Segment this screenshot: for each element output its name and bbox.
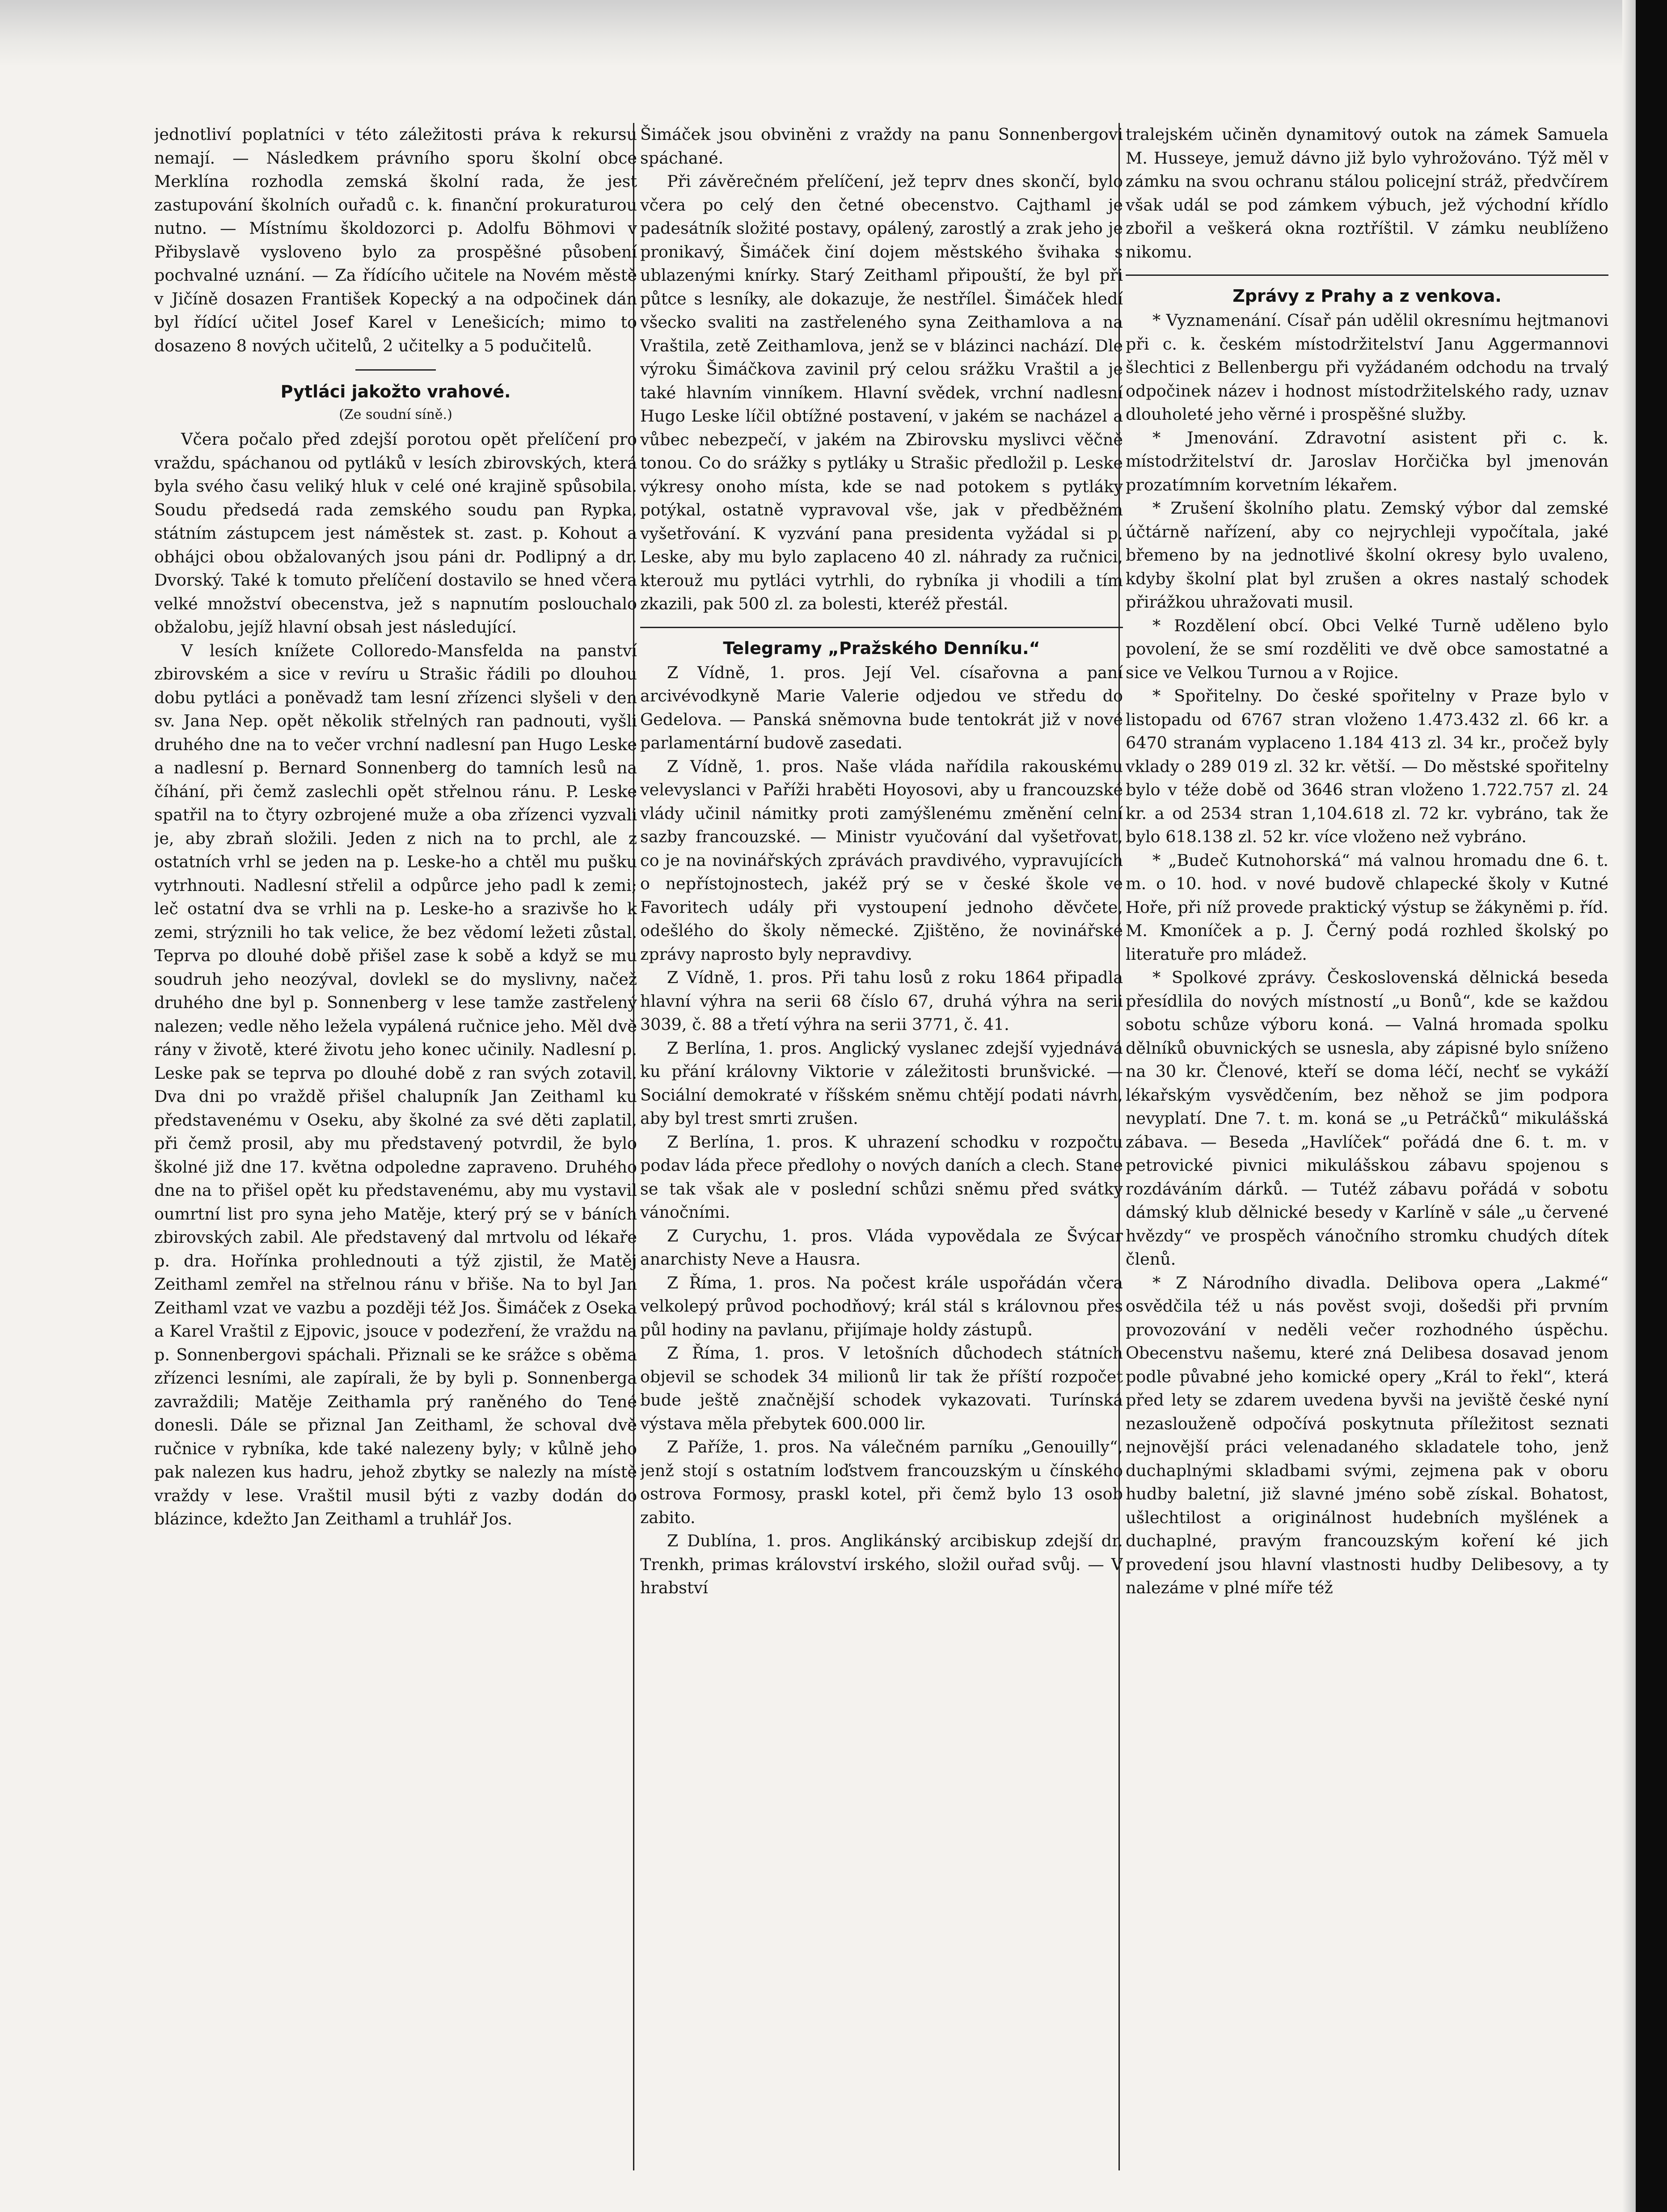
telegram-item: Z Berlína, 1. pros. Anglický vyslanec zdejší vyjednává ku přání královny Viktorie v záležitosti brunšvické. — Sociální demokraté v říšském sněmu chtějí podati návrh, aby byl trest smrti zrušen. (640, 1038, 1123, 1128)
telegram-item: Z Vídně, 1. pros. Její Vel. císařovna a paní arcivévodkyně Marie Valerie odjedou ve středu do Gedelova. — Panská sněmovna bude tentokrát již v nové parlamentární budově zasedati. (640, 663, 1123, 752)
telegram-item: Z Říma, 1. pros. V letošních důchodech státních objevil se schodek 34 milionů lir tak že příští rozpočet bude ještě značnější schodek vykazovati. Turínská výstava měla přebytek 600.000 lir. (640, 1343, 1123, 1433)
scan-top-edge (0, 0, 1667, 67)
news-item: * Vyznamenání. Císař pán udělil okresnímu hejtmanovi při c. k. českém místodržitelství Janu Aggermannovi šlechtici z Bellenbergu při vyžádaném odchodu na trvalý odpočinek název i hodnost místodržitelského rady, uznav dlouholeté jeho věrné i prospěšné služby. (1126, 311, 1608, 424)
article-paragraph: Včera počalo před zdejší porotou opět přelíčení pro vraždu, spáchanou od pytláků v lesích zbirovských, která byla svého času veliký hluk v celé oné krajině spůsobila. Soudu předsedá rada zemského soudu pan Rypka, státním zástupcem jest náměstek st. zast. p. Kohout a obhájci obou obžalovaných jsou páni dr. Podlipný a dr. Dvorský. Také k tomuto přelíčení dostavilo se hned včera velké množství obecenstva, jež s napnutím poslouchalo obžalobu, jejíž hlavní obsah jest následující. (154, 430, 637, 637)
article-subtitle: (Ze soudní síně.) (339, 407, 452, 422)
article-continuation: Šimáček jsou obviněni z vraždy na panu Sonnenbergovi spáchané. (640, 125, 1123, 168)
telegram-item: Z Dublína, 1. pros. Anglikánský arcibiskup zdejší dr. Trenkh, primas království irského, složil ouřad svůj. — V hrabství (640, 1531, 1123, 1597)
telegram-item: Z Curychu, 1. pros. Vláda vypovědala ze Švýcar anarchisty Neve a Hausra. (640, 1226, 1123, 1269)
section-separator (640, 627, 1123, 628)
section-separator (1126, 274, 1608, 276)
article-paragraph: V lesích knížete Colloredo-Mansfelda na panství zbirovském a sice v revíru u Strašic řádili po dlouhou dobu pytláci a poněvadž tam lesní zřízenci slyšeli v den sv. Jana Nep. opět několik střelných ran padnouti, vyšli druhého dne na to večer vrchní nadlesní pan Hugo Leske a nadlesní p. Bernard Sonnenberg do tamních lesů na číhání, při čemž zaslechli opět střelnou ránu. P. Leske spatřil na to čtyry ozbrojené muže a oba zřízenci vyzvali je, aby zbraň složili. Jeden z nich na to prchl, ale z ostatních vrhl se jeden na p. Leske-ho a chtěl mu pušku vytrhnouti. Nadlesní střelil a odpůrce jeho padl k zemi; leč ostatní dva se vrhli na p. Leske-ho a srazivše ho k zemi, strýznili ho tak velice, že bez vědomí ležeti zůstal. Teprva po dlouhé době přišel zase k sobě a když se mu soudruh jeho neozýval, dovlekl se do myslivny, načež druhého dne byl p. Sonnenberg v lese tamže zastřelený nalezen; vedle něho ležela vypálená ručnice jeho. Měl dvě rány v životě, které životu jeho konec učinily. Nadlesní p. Leske pak se teprva po dlouhé době z ran svých zotavil. Dva dni po vraždě přišel chalupník Jan Zeithaml ku představenému v Oseku, aby školné za své děti zaplatil, při čemž prosil, aby mu představený potvrdil, že bylo školné již dne 17. května odpoledne zapraveno. Druhého dne na to přišel opět ku představenému, aby mu vystavil oumrtní list pro syna jeho Matěje, který prý se v báních zbirovských zabil. Ale představený dal mrtvolu od lékaře p. dra. Hořínka prohlednouti a týž zjistil, že Matěj Zeithaml zemřel na střelnou ránu v břiše. Na to byl Jan Zeithaml vzat ve vazbu a později též Jos. Šimáček z Oseka a Karel Vraštil z Ejpovic, jsouce v podezření, že vraždu na p. Sonnenbergovi spáchali. Přiznali se ke srážce s oběma zřízenci lesními, ale zapírali, že by byli p. Sonnenberga zavraždili; Matěje Zeithamla prý raněného do Tené donesli. Dále se přiznal Jan Zeithaml, že schoval dvě ručnice v rybníka, kde také nalezeny byly; v kůlně jeho pak nalezen kus hadru, jehož zbytky se nalezly na místě vraždy v lese. Vraštil musil býti z vazby dodán do blázince, kdežto Jan Zeithaml a truhlář Jos. (154, 641, 637, 1528)
scan-right-border (1636, 0, 1667, 2212)
news-item: * Zrušení školního platu. Zemský výbor dal zemské účtárně nařízení, aby co nejrychleji vypočítala, jaké břemeno by na jednotlivé školní okresy bylo uvaleno, kdyby školní plat byl zrušen a okres nastalý schodek přirážkou uhražovati musil. (1126, 498, 1608, 612)
news-item: * Spořitelny. Do české spořitelny v Praze bylo v listopadu od 6767 stran vloženo 1.473.432 zl. 66 kr. a 6470 stranám vyplaceno 1.184 413 zl. 34 kr., pročež byly vklady o 289 019 zl. 32 kr. větší. — Do městské spořitelny bylo v téže době od 3646 stran vloženo 1.722.757 zl. 24 kr. a od 2534 stran 1,104.618 zl. 72 kr. vybráno, tak že bylo 618.138 zl. 52 kr. více vloženo než vybráno. (1126, 686, 1608, 846)
news-item: * Z Národního divadla. Delibova opera „Lakmé“ osvědčila též u nás pověst svoji, došedši při prvním provozování v neděli večer rozhodného úspěchu. Obecenstvu našemu, které zná Delibesa dosavad jenom podle půvabné jeho komické opery „Král to řekl“, která před lety se zdarem uvedena byvši na jeviště české nyní nezaslouženě odpočívá poskytnuta příležitost seznati nejnovější práci velenadaného skladatele toho, jenž duchaplnými skladbami svými, zejmena pak v oboru hudby baletní, již slavné jméno sobě získal. Bohatost, ušlechtilost a originálnost hudebních myšlének a duchaplné, pravým francouzským koření ké jich provedení jsou hlavní vlastnosti hudby Delibesovy, a ty nalezáme v plné míře též (1126, 1273, 1608, 1597)
news-item: * „Budeč Kutnohorská“ má valnou hromadu dne 6. t. m. o 10. hod. v nové budově chlapecké školy v Kutné Hoře, při níž provede praktický výstup se žákyněmi p. říd. M. Kmoníček a p. J. Černý podá rozhled školský po literatuře pro mládež. (1126, 850, 1608, 964)
news-item: * Spolkové zprávy. Československá dělnická beseda přesídlila do nových místností „u Bonů“, kde se každou sobotu schůze výboru koná. — Valná hromada spolku dělníků obuvnických se usnesla, aby zápisné bylo sníženo na 30 kr. Členové, kteří se doma léčí, nechť se vykáží lékařským vysvědčením, bez něhož se jim podpora nevyplatí. Dne 7. t. m. koná se „u Petráčků“ mikulášská zábava. — Beseda „Havlíček“ pořádá dne 6. t. m. v petrovické pivnici mikulášskou zábavu spojenou s rozdáváním dárků. — Tutéž zábavu pořádá v sobotu dámský klub dělnické besedy v Karlíně v sále „u červené hvězdy“ ve prospěch vánočního stromku chudých dítek členů. (1126, 968, 1608, 1269)
scan-right-shadow (1622, 0, 1636, 2212)
telegram-item: Z Paříže, 1. pros. Na válečném parníku „Genouilly“, jenž stojí s ostatním loďstvem francouzským u čínského ostrova Formosy, praskl kotel, při čemž bylo 13 osob zabito. (640, 1437, 1123, 1527)
telegrams-title: Telegramy „Pražského Denníku.“ (723, 638, 1040, 658)
telegram-item: Z Vídně, 1. pros. Při tahu losů z roku 1864 připadla hlavní výhra na serii 68 číslo 67, druhá výhra na serii 3039, č. 88 a třetí výhra na serii 3771, č. 41. (640, 968, 1123, 1034)
column-1 (154, 123, 637, 2170)
telegram-item: Z Berlína, 1. pros. K uhrazení schodku v rozpočtu podav láda přece předlohy o nových daních a clech. Stane se tak však ale v poslední schůzi sněmu před svátky vánočními. (640, 1132, 1123, 1222)
article-title-poachers: Pytláci jakožto vrahové. (280, 382, 511, 401)
article-paragraph: Při závěrečném přelíčení, jež teprv dnes skončí, bylo včera po celý den četné obecenstvo. Cajthaml je padesátník složité postavy, opálený, zarostlý a zrak jeho je pronikavý, Šimáček činí dojem městského švihaka s ublazenými knírky. Starý Zeithaml připouští, že byl při půtce s lesníky, ale dokazuje, že nestřílel. Šimáček hledí všecko svaliti na zastřeleného syna Zeithamlova a na Vraštila, zetě Zeithamlova, jenž se v blázinci nachází. Dle výroku Šimáčkova zavinil prý celou srážku Vraštil a je také hlavním vinníkem. Hlavní svědek, vrchní nadlesní Hugo Leske líčil obtížné postavení, v jakém se nacházel a vůbec nebezpečí, v jakém na Zbirovsku myslivci věčně tonou. Co do srážky s pytláky u Strašic předložil p. Leske výkresy onoho místa, kde se nad potokem s pytláky potýkal, ostatně vypravoval vše, jak v předběžném vyšetřování. K vyzvání pana presidenta vyžádal si p. Leske, aby mu bylo zaplaceno 40 zl. náhrady za ručnici, kterouž mu pytláci vytrhli, do rybníka ji vhodili a tím zkazili, pak 500 zl. za bolesti, kteréž přestál. (640, 172, 1123, 613)
section-separator (355, 369, 436, 371)
column-3 (1126, 123, 1608, 2170)
news-item: * Rozdělení obcí. Obci Velké Turně uděleno bylo povolení, že se smí rozděliti ve dvě obce samostatné a sice ve Velkou Turnou a v Rojice. (1126, 616, 1608, 682)
telegram-item: Z Vídně, 1. pros. Naše vláda nařídila rakouskému velevyslanci v Paříži hraběti Hoyosovi, aby u francouzské vlády učinil námitky proti zamýšlenému změnění celní sazby francouzské. — Ministr vyučování dal vyšetřovat, co je na novinářských zprávách pravdivého, vypravujících o nepřístojnostech, jakéž prý se v české škole ve Favoritech udály při vystoupení jednoho děvčete, odešlého do školy německé. Zjištěno, že novinářské zprávy naprosto byly nepravdivy. (640, 756, 1123, 964)
column-2 (640, 123, 1123, 2170)
news-item: * Jmenování. Zdravotní asistent při c. k. místodržitelství dr. Jaroslav Horčička byl jmenován prozatímním korvetním lékařem. (1126, 428, 1608, 494)
school-news-paragraph: jednotliví poplatníci v této záležitosti práva k rekursu nemají. — Následkem právního sporu školní obce Merklína rozhodla zemská školní rada, že jest zastupování školních ouřadů c. k. finanční prokuraturou nutno. — Místnímu školdozorci p. Adolfu Böhmovi v Přibyslavě vysloveno bylo za prospěšné působení pochvalné uznání. — Za řídícího učitele na Novém městě v Jičíně dosazen František Kopecký a na odpočinek dán byl řídící učitel Josef Karel v Lenešicích; mimo to dosazeno 8 nových učitelů, 2 učitelky a 5 podučitelů. (154, 125, 637, 355)
telegram-item: Z Říma, 1. pros. Na počest krále uspořádán včera velkolepý průvod pochodňový; král stál s královnou přes půl hodiny na pavlanu, přijímaje holdy zástupů. (640, 1273, 1123, 1339)
telegram-continuation: tralejském učiněn dynamitový outok na zámek Samuela M. Husseye, jemuž dávno již bylo vyhrožováno. Týž měl v zámku na svou ochranu stálou policejní stráž, předvčírem však udál se pod zámkem výbuch, jež východní křídlo zbořil a veškerá okna roztříštil. V zámku neublíženo nikomu. (1126, 125, 1608, 262)
local-news-title: Zprávy z Prahy a z venkova. (1232, 286, 1502, 306)
